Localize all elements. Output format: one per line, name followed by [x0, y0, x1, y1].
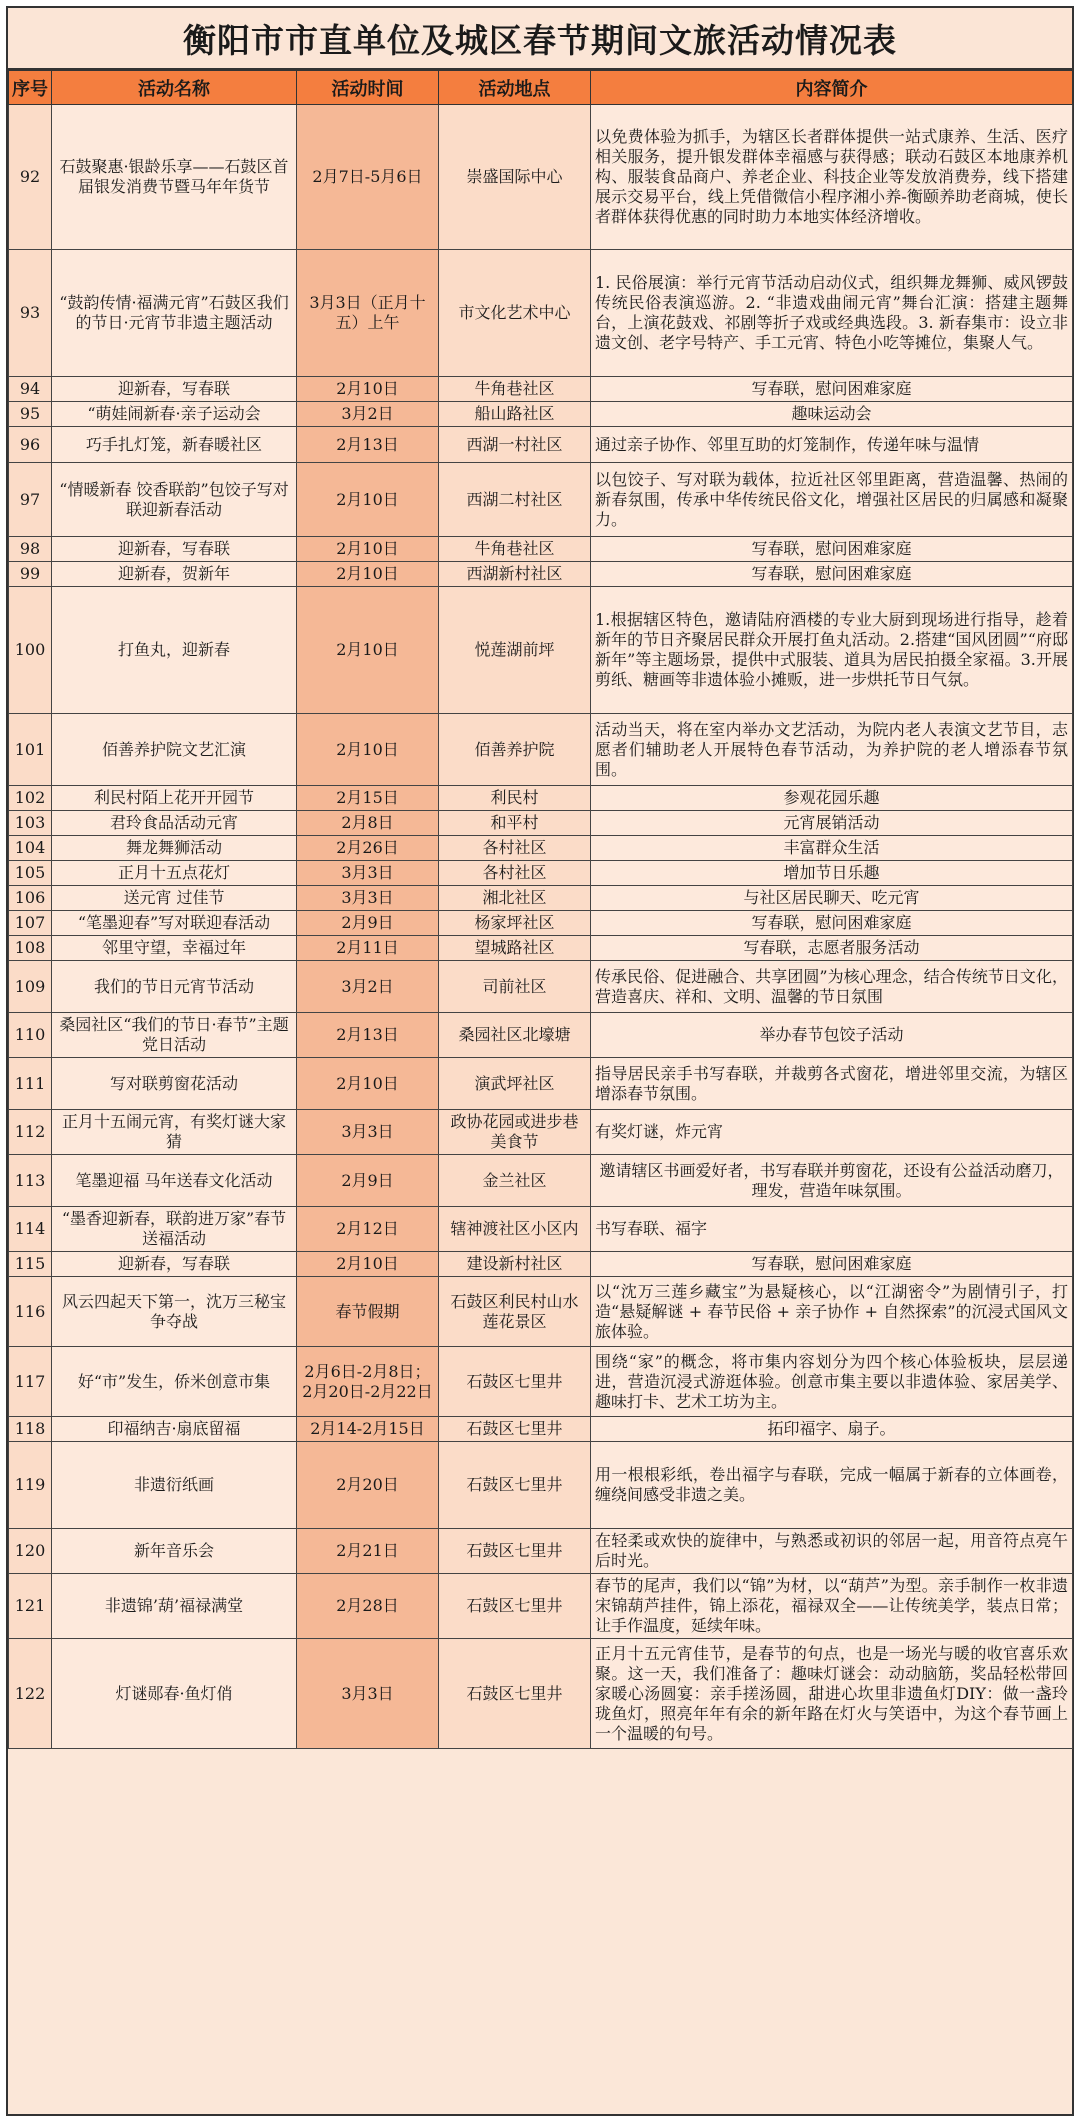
table-row [9, 886, 1073, 911]
activity-table [8, 70, 1073, 1749]
activity-time: 2月10日 [297, 537, 439, 562]
activity-description: 以包饺子、写对联为载体，拉近社区邻里距离，营造温馨、热闹的新春氛围，传承中华传统民俗文化，增强社区居民的归属感和凝聚力。 [591, 463, 1073, 537]
row-number: 104 [9, 836, 52, 861]
activity-place: 辖神渡社区小区内 [439, 1207, 591, 1252]
activity-place: 各村社区 [439, 836, 591, 861]
activity-time: 2月11日 [297, 936, 439, 961]
activity-place: 和平村 [439, 811, 591, 836]
table-header-row [9, 71, 1073, 105]
table-row [9, 714, 1073, 786]
activity-name: 写对联剪窗花活动 [52, 1058, 297, 1110]
activity-name: 利民村陌上花开开园节 [52, 786, 297, 811]
header-desc: 内容简介 [591, 71, 1073, 105]
activity-description: 活动当天，将在室内举办文艺活动，为院内老人表演文艺节目，志愿者们辅助老人开展特色春节活动，为养护院的老人增添春节氛围。 [591, 714, 1073, 786]
activity-description: 增加节日乐趣 [591, 861, 1073, 886]
table-row [9, 427, 1073, 463]
activity-description: 元宵展销活动 [591, 811, 1073, 836]
activity-description: 拓印福字、扇子。 [591, 1417, 1073, 1442]
activity-name: 我们的节日元宵节活动 [52, 961, 297, 1013]
activity-name: 石鼓聚惠·银龄乐享——石鼓区首届银发消费节暨马年年货节 [52, 105, 297, 250]
table-row [9, 1347, 1073, 1417]
activity-place: 悦莲湖前坪 [439, 587, 591, 714]
activity-place: 演武坪社区 [439, 1058, 591, 1110]
row-number: 122 [9, 1639, 52, 1749]
table-row [9, 1252, 1073, 1277]
activity-name: 送元宵 过佳节 [52, 886, 297, 911]
activity-description: 以“沈万三莲乡藏宝”为悬疑核心，以“江湖密令”为剧情引子，打造“悬疑解谜 + 春节民俗 + 亲子协作 + 自然探索”的沉浸式国风文旅体验。 [591, 1277, 1073, 1347]
row-number: 111 [9, 1058, 52, 1110]
activity-description: 写春联，慰问困难家庭 [591, 377, 1073, 402]
row-number: 99 [9, 562, 52, 587]
activity-place: 西湖新村社区 [439, 562, 591, 587]
table-row [9, 537, 1073, 562]
row-number: 95 [9, 402, 52, 427]
row-number: 110 [9, 1013, 52, 1058]
activity-description: 以免费体验为抓手，为辖区长者群体提供一站式康养、生活、医疗相关服务，提升银发群体幸福感与获得感；联动石鼓区本地康养机构、服装食品商户、养老企业、科技企业等发放消费券，线下搭建展示交易平台，线上凭借微信小程序湘小养-衡颐养助老商城，使长者群体获得优惠的同时助力本地实体经济增收。 [591, 105, 1073, 250]
row-number: 116 [9, 1277, 52, 1347]
table-row [9, 1013, 1073, 1058]
activity-description: 用一根根彩纸，卷出福字与春联，完成一幅属于新春的立体画卷，缠绕间感受非遗之美。 [591, 1442, 1073, 1529]
row-number: 113 [9, 1155, 52, 1207]
activity-name: 新年音乐会 [52, 1529, 297, 1574]
activity-name: 桑园社区“我们的节日·春节”主题党日活动 [52, 1013, 297, 1058]
activity-description: 有奖灯谜，炸元宵 [591, 1110, 1073, 1155]
activity-place: 石鼓区七里井 [439, 1442, 591, 1529]
row-number: 106 [9, 886, 52, 911]
activity-description: 趣味运动会 [591, 402, 1073, 427]
activity-time: 2月10日 [297, 714, 439, 786]
table-row [9, 105, 1073, 250]
activity-time: 2月10日 [297, 562, 439, 587]
activity-place: 建设新村社区 [439, 1252, 591, 1277]
activity-time: 2月10日 [297, 587, 439, 714]
table-row [9, 1277, 1073, 1347]
row-number: 103 [9, 811, 52, 836]
activity-place: 望城路社区 [439, 936, 591, 961]
table-body [9, 105, 1073, 1749]
activity-time: 2月10日 [297, 377, 439, 402]
row-number: 117 [9, 1347, 52, 1417]
row-number: 120 [9, 1529, 52, 1574]
activity-place: 政协花园或进步巷美食节 [439, 1110, 591, 1155]
activity-place: 桑园社区北壕塘 [439, 1013, 591, 1058]
activity-time: 2月9日 [297, 911, 439, 936]
activity-time: 2月13日 [297, 427, 439, 463]
row-number: 121 [9, 1574, 52, 1639]
row-number: 101 [9, 714, 52, 786]
activity-name: 迎新春，写春联 [52, 537, 297, 562]
activity-place: 各村社区 [439, 861, 591, 886]
activity-description: 邀请辖区书画爱好者，书写春联并剪窗花，还设有公益活动磨刀，理发，营造年味氛围。 [591, 1155, 1073, 1207]
activity-time: 2月26日 [297, 836, 439, 861]
table-row [9, 402, 1073, 427]
activity-description: 1.根据辖区特色，邀请陆府酒楼的专业大厨到现场进行指导，趁着新年的节日齐聚居民群众开展打鱼丸活动。2.搭建“国风团圆”“府邸新年”等主题场景，提供中式服装、道具为居民拍摄全家福。3.开展剪纸、糖画等非遗体验小摊贩，进一步烘托节日气氛。 [591, 587, 1073, 714]
activity-time: 2月12日 [297, 1207, 439, 1252]
row-number: 118 [9, 1417, 52, 1442]
table-row [9, 1417, 1073, 1442]
activity-name: 正月十五闹元宵，有奖灯谜大家猜 [52, 1110, 297, 1155]
table-row [9, 936, 1073, 961]
row-number: 107 [9, 911, 52, 936]
activity-name: “萌娃闹新春·亲子运动会 [52, 402, 297, 427]
table-row [9, 587, 1073, 714]
table-row [9, 1442, 1073, 1529]
activity-name: 迎新春，写春联 [52, 377, 297, 402]
table-row [9, 961, 1073, 1013]
activity-description: 丰富群众生活 [591, 836, 1073, 861]
activity-description: 传承民俗、促进融合、共享团圆”为核心理念，结合传统节日文化，营造喜庆、祥和、文明、温馨的节日氛围 [591, 961, 1073, 1013]
table-row [9, 1639, 1073, 1749]
row-number: 97 [9, 463, 52, 537]
activity-place: 牛角巷社区 [439, 537, 591, 562]
activity-time: 3月3日（正月十五）上午 [297, 250, 439, 377]
activity-place: 石鼓区七里井 [439, 1417, 591, 1442]
row-number: 114 [9, 1207, 52, 1252]
table-row [9, 836, 1073, 861]
activity-description: 参观花园乐趣 [591, 786, 1073, 811]
activity-name: 舞龙舞狮活动 [52, 836, 297, 861]
activity-place: 石鼓区七里井 [439, 1529, 591, 1574]
activity-name: “墨香迎新春，联韵进万家”春节送福活动 [52, 1207, 297, 1252]
table-row [9, 1574, 1073, 1639]
activity-description: 指导居民亲手书写春联，并裁剪各式窗花，增进邻里交流，为辖区增添春节氛围。 [591, 1058, 1073, 1110]
activity-name: 风云四起天下第一，沈万三秘宝争夺战 [52, 1277, 297, 1347]
row-number: 108 [9, 936, 52, 961]
activity-description: 春节的尾声，我们以“锦”为材，以“葫芦”为型。亲手制作一枚非遗宋锦葫芦挂件，锦上添花，福禄双全——让传统美学，装点日常；让手作温度，延续年味。 [591, 1574, 1073, 1639]
row-number: 92 [9, 105, 52, 250]
activity-name: 迎新春，写春联 [52, 1252, 297, 1277]
table-row [9, 463, 1073, 537]
activity-name: 打鱼丸，迎新春 [52, 587, 297, 714]
activity-place: 石鼓区七里井 [439, 1639, 591, 1749]
activity-name: 灯谜郧春·鱼灯俏 [52, 1639, 297, 1749]
activity-place: 利民村 [439, 786, 591, 811]
table-row [9, 786, 1073, 811]
activity-time: 2月15日 [297, 786, 439, 811]
activity-time: 2月20日 [297, 1442, 439, 1529]
activity-place: 西湖二村社区 [439, 463, 591, 537]
activity-place: 西湖一村社区 [439, 427, 591, 463]
activity-name: 佰善养护院文艺汇演 [52, 714, 297, 786]
activity-time: 2月10日 [297, 1058, 439, 1110]
activity-description: 正月十五元宵佳节，是春节的句点，也是一场光与暖的收官喜乐欢聚。这一天，我们准备了：趣味灯谜会：动动脑筋，奖品轻松带回家暖心汤圆宴：亲手搓汤圆，甜进心坎里非遗鱼灯DIY：做一盏玲珑鱼灯，照亮年年有余的新年路在灯火与笑语中，为这个春节画上一个温暖的句号。 [591, 1639, 1073, 1749]
table-row [9, 811, 1073, 836]
activity-name: 君玲食品活动元宵 [52, 811, 297, 836]
activity-time: 2月21日 [297, 1529, 439, 1574]
activity-time: 3月3日 [297, 1110, 439, 1155]
activity-time: 3月2日 [297, 961, 439, 1013]
activity-name: “鼓韵传情·福满元宵”石鼓区我们的节日·元宵节非遗主题活动 [52, 250, 297, 377]
row-number: 98 [9, 537, 52, 562]
activity-place: 石鼓区利民村山水莲花景区 [439, 1277, 591, 1347]
activity-place: 船山路社区 [439, 402, 591, 427]
activity-time: 春节假期 [297, 1277, 439, 1347]
row-number: 105 [9, 861, 52, 886]
header-time: 活动时间 [297, 71, 439, 105]
activity-name: 正月十五点花灯 [52, 861, 297, 886]
activity-time: 3月2日 [297, 402, 439, 427]
activity-description: 写春联，志愿者服务活动 [591, 936, 1073, 961]
activity-description: 写春联，慰问困难家庭 [591, 562, 1073, 587]
activity-description: 围绕“家”的概念，将市集内容划分为四个核心体验板块，层层递进，营造沉浸式游逛体验。创意市集主要以非遗体验、家居美学、趣味打卡、艺术工坊为主。 [591, 1347, 1073, 1417]
activity-place: 杨家坪社区 [439, 911, 591, 936]
activity-time: 3月3日 [297, 861, 439, 886]
activity-description: 与社区居民聊天、吃元宵 [591, 886, 1073, 911]
header-place: 活动地点 [439, 71, 591, 105]
table-row [9, 250, 1073, 377]
activity-place: 佰善养护院 [439, 714, 591, 786]
activity-place: 市文化艺术中心 [439, 250, 591, 377]
activity-name: “情暖新春 饺香联韵”包饺子写对联迎新春活动 [52, 463, 297, 537]
activity-name: “笔墨迎春”写对联迎春活动 [52, 911, 297, 936]
row-number: 96 [9, 427, 52, 463]
activity-description: 写春联，慰问困难家庭 [591, 911, 1073, 936]
activity-time: 2月9日 [297, 1155, 439, 1207]
row-number: 93 [9, 250, 52, 377]
table-row [9, 861, 1073, 886]
header-no: 序号 [9, 71, 52, 105]
row-number: 119 [9, 1442, 52, 1529]
activity-place: 牛角巷社区 [439, 377, 591, 402]
activity-time: 3月3日 [297, 1639, 439, 1749]
table-row [9, 1110, 1073, 1155]
activity-name: 好“市”发生，侨米创意市集 [52, 1347, 297, 1417]
activity-time: 2月7日-5月6日 [297, 105, 439, 250]
activity-time: 2月10日 [297, 463, 439, 537]
row-number: 100 [9, 587, 52, 714]
activity-place: 崇盛国际中心 [439, 105, 591, 250]
table-row [9, 1155, 1073, 1207]
activity-description: 1. 民俗展演：举行元宵节活动启动仪式，组织舞龙舞狮、威风锣鼓传统民俗表演巡游。2. “非遗戏曲闹元宵”舞台汇演：搭建主题舞台，上演花鼓戏、祁剧等折子戏或经典选段。3. 新春集市：设立非遗文创、老字号特产、手工元宵、特色小吃等摊位，集聚人气。 [591, 250, 1073, 377]
row-number: 112 [9, 1110, 52, 1155]
activity-name: 非遗衍纸画 [52, 1442, 297, 1529]
activity-name: 笔墨迎福 马年送春文化活动 [52, 1155, 297, 1207]
header-name: 活动名称 [52, 71, 297, 105]
activity-time: 2月14-2月15日 [297, 1417, 439, 1442]
activity-name: 迎新春，贺新年 [52, 562, 297, 587]
activity-time: 2月10日 [297, 1252, 439, 1277]
activity-name: 印福纳吉·扇底留福 [52, 1417, 297, 1442]
activity-description: 通过亲子协作、邻里互助的灯笼制作，传递年味与温情 [591, 427, 1073, 463]
row-number: 109 [9, 961, 52, 1013]
activity-time: 2月6日-2月8日；2月20日-2月22日 [297, 1347, 439, 1417]
table-row [9, 562, 1073, 587]
activity-time: 3月3日 [297, 886, 439, 911]
activity-description: 写春联，慰问困难家庭 [591, 537, 1073, 562]
activity-description: 举办春节包饺子活动 [591, 1013, 1073, 1058]
table-row [9, 1058, 1073, 1110]
activity-time: 2月13日 [297, 1013, 439, 1058]
table-row [9, 377, 1073, 402]
activity-name: 巧手扎灯笼，新春暖社区 [52, 427, 297, 463]
row-number: 102 [9, 786, 52, 811]
activity-time: 2月8日 [297, 811, 439, 836]
activity-place: 金兰社区 [439, 1155, 591, 1207]
row-number: 115 [9, 1252, 52, 1277]
table-row [9, 1529, 1073, 1574]
activity-place: 石鼓区七里井 [439, 1347, 591, 1417]
activity-name: 非遗锦’葫’福禄满堂 [52, 1574, 297, 1639]
activity-description: 在轻柔或欢快的旋律中，与熟悉或初识的邻居一起，用音符点亮午后时光。 [591, 1529, 1073, 1574]
row-number: 94 [9, 377, 52, 402]
table-row [9, 1207, 1073, 1252]
activity-place: 司前社区 [439, 961, 591, 1013]
activity-table-sheet [6, 6, 1074, 2116]
activity-name: 邻里守望，幸福过年 [52, 936, 297, 961]
activity-time: 2月28日 [297, 1574, 439, 1639]
activity-description: 写春联，慰问困难家庭 [591, 1252, 1073, 1277]
activity-place: 石鼓区七里井 [439, 1574, 591, 1639]
activity-place: 湘北社区 [439, 886, 591, 911]
activity-description: 书写春联、福字 [591, 1207, 1073, 1252]
table-title: 衡阳市市直单位及城区春节期间文旅活动情况表 [8, 8, 1072, 70]
table-row [9, 911, 1073, 936]
